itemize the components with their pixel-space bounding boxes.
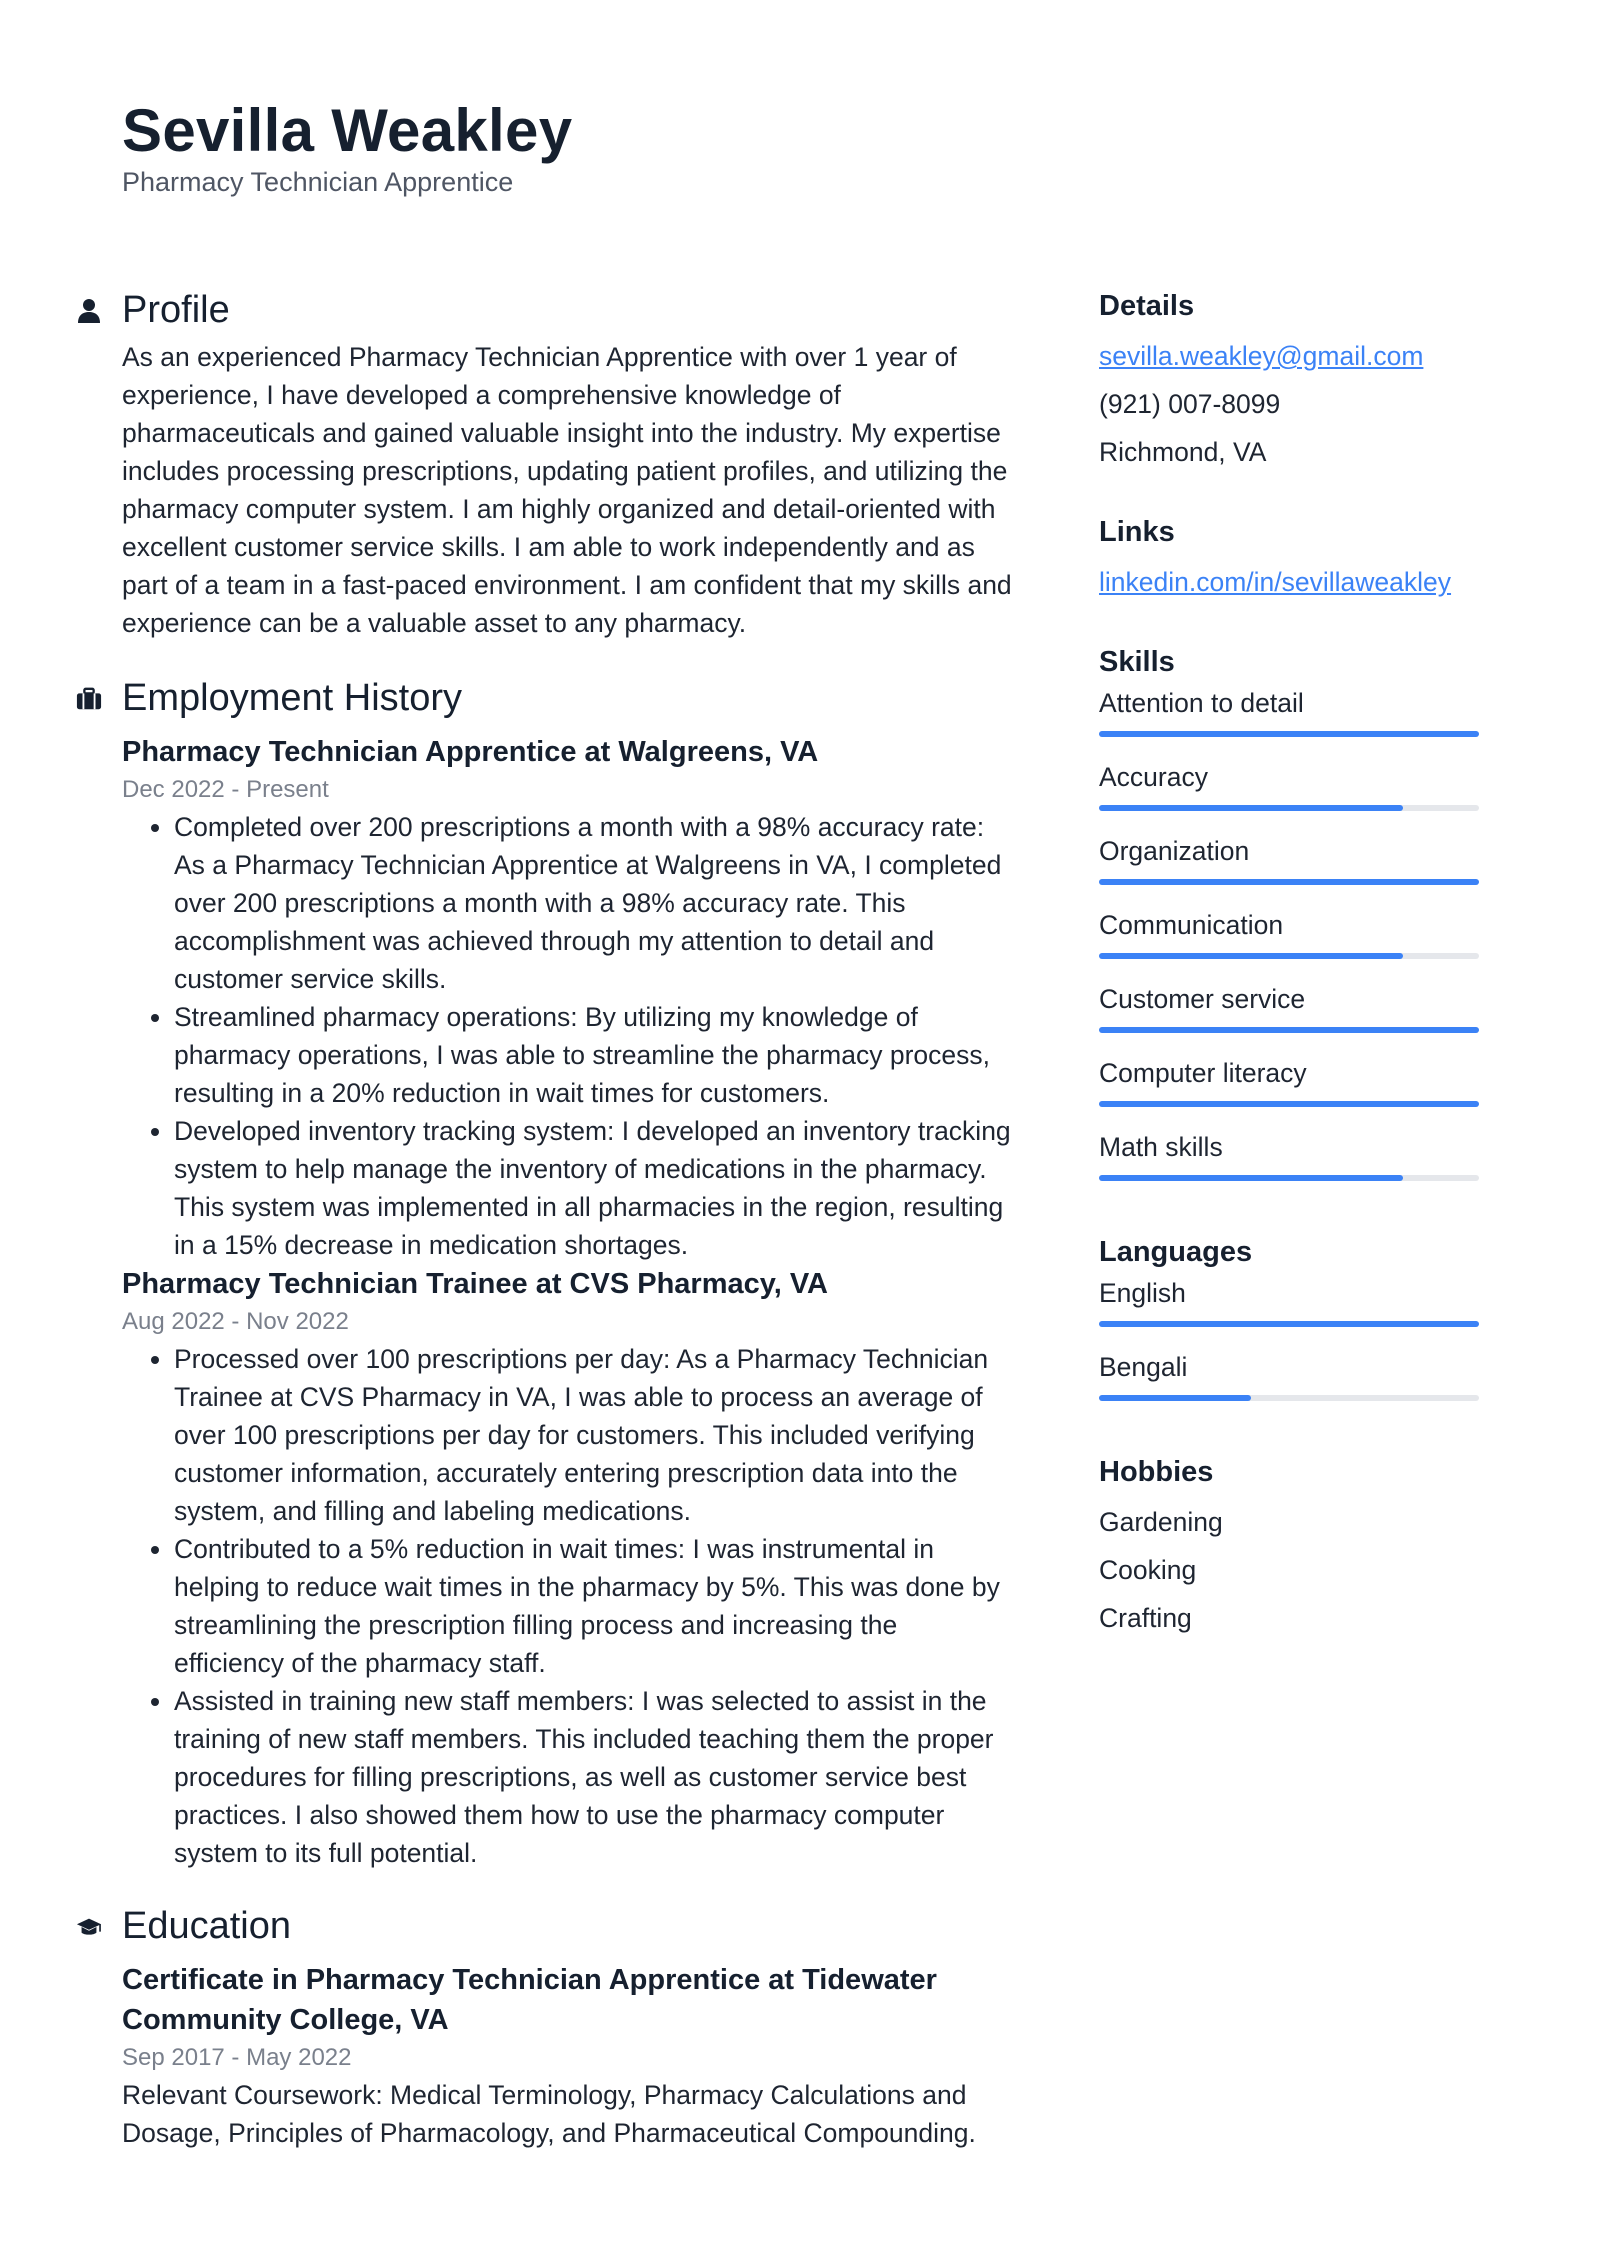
skill-level-fill bbox=[1099, 879, 1479, 885]
profile-text: As an experienced Pharmacy Technician Apprentice with over 1 year of experience, I have developed a comprehensive knowledge of pharmaceuticals and gained valuable insight into the industry. My expertise includes processing prescriptions, updating patient profiles, and utilizing the pharmacy computer system. I am highly organized and detail-oriented with excellent customer service skills. I am able to work independently and as part of a team in a fast-paced environment. I am confident that my skills and experience can be a valuable asset to any pharmacy. bbox=[122, 342, 1012, 638]
education-dates: Sep 2017 - May 2022 bbox=[122, 2044, 352, 2071]
job-bullets bbox=[122, 1340, 1012, 1872]
skill-level-bar bbox=[1099, 879, 1479, 885]
hobby-item: Cooking bbox=[1099, 1555, 1197, 1585]
location: Richmond, VA bbox=[1099, 437, 1267, 467]
skill-level-bar bbox=[1099, 1027, 1479, 1033]
skill-item bbox=[1099, 832, 1479, 906]
skill-level-fill bbox=[1099, 1027, 1479, 1033]
languages-heading: Languages bbox=[1099, 1236, 1253, 1268]
employment-heading: Employment History bbox=[122, 676, 462, 719]
skill-label: Accuracy bbox=[1099, 762, 1208, 792]
job-title: Pharmacy Technician Trainee at CVS Pharmacy, VA bbox=[122, 1268, 828, 1300]
skill-item bbox=[1099, 980, 1479, 1054]
language-level-fill bbox=[1099, 1321, 1479, 1327]
education-section bbox=[122, 1902, 1012, 2152]
education-entry bbox=[122, 1960, 1012, 2152]
job-bullet: • Completed over 200 prescriptions a month with a 98% accuracy rate: As a Pharmacy Technician Apprentice at Walgreens in VA, I completed over 200 prescriptions a month with a 98% accuracy rate. This accomplishment was achieved through my attention to detail and customer service skills. bbox=[174, 808, 1012, 998]
hobby-item: Gardening bbox=[1099, 1507, 1223, 1537]
education-heading: Education bbox=[122, 1904, 292, 1947]
skill-level-fill bbox=[1099, 1175, 1403, 1181]
language-level-fill bbox=[1099, 1395, 1251, 1401]
skills-list bbox=[1099, 684, 1479, 1202]
skill-label: Communication bbox=[1099, 910, 1284, 940]
skill-label: Attention to detail bbox=[1099, 688, 1304, 718]
job-title: Pharmacy Technician Apprentice at Walgreens, VA bbox=[122, 736, 819, 768]
phone-number: (921) 007-8099 bbox=[1099, 389, 1281, 419]
job-bullet: • Developed inventory tracking system: I developed an inventory tracking system to help manage the inventory of medications in the pharmacy. This system was implemented in all pharmacies in the region, resulting in a 15% decrease in medication shortages. bbox=[174, 1112, 1012, 1264]
email-link[interactable] bbox=[1099, 332, 1479, 380]
employment-section bbox=[122, 674, 1012, 1872]
resume-header bbox=[122, 96, 572, 198]
skill-level-fill bbox=[1099, 1101, 1479, 1107]
hobby-item: Crafting bbox=[1099, 1603, 1192, 1633]
job-dates: Dec 2022 - Present bbox=[122, 776, 329, 803]
languages-section bbox=[1099, 1232, 1479, 1422]
skills-section bbox=[1099, 642, 1479, 1202]
hobbies-section bbox=[1099, 1452, 1479, 1642]
skill-level-fill bbox=[1099, 805, 1403, 811]
skill-level-fill bbox=[1099, 953, 1403, 959]
profile-heading: Profile bbox=[122, 288, 230, 331]
job-entry bbox=[122, 732, 1012, 1264]
details-heading: Details bbox=[1099, 290, 1195, 322]
skill-level-bar bbox=[1099, 1101, 1479, 1107]
education-text: Relevant Coursework: Medical Terminology, Pharmacy Calculations and Dosage, Principles of Pharmacology, and Pharmaceutical Compounding. bbox=[122, 2080, 976, 2148]
skill-level-bar bbox=[1099, 731, 1479, 737]
linkedin-link-text[interactable]: linkedin.com/in/sevillaweakley bbox=[1099, 567, 1452, 597]
sidebar-column bbox=[1099, 286, 1479, 1642]
links-heading: Links bbox=[1099, 516, 1175, 548]
skill-item bbox=[1099, 1128, 1479, 1202]
person-icon bbox=[76, 298, 102, 324]
job-dates: Aug 2022 - Nov 2022 bbox=[122, 1308, 349, 1335]
graduation-cap-icon bbox=[76, 1914, 102, 1940]
briefcase-icon bbox=[76, 686, 102, 712]
skill-level-fill bbox=[1099, 731, 1479, 737]
skill-label: Computer literacy bbox=[1099, 1058, 1307, 1088]
job-entry bbox=[122, 1264, 1012, 1872]
job-bullet: • Streamlined pharmacy operations: By utilizing my knowledge of pharmacy operations, I was able to streamline the pharmacy process, resulting in a 20% reduction in wait times for customers. bbox=[174, 998, 1012, 1112]
details-section bbox=[1099, 286, 1479, 476]
language-item bbox=[1099, 1348, 1479, 1422]
job-bullet: • Assisted in training new staff members: I was selected to assist in the training of new staff members. This included teaching them the proper procedures for filling prescriptions, as well as customer service best practices. I also showed them how to use the pharmacy computer system to its full potential. bbox=[174, 1682, 1012, 1872]
language-level-bar bbox=[1099, 1321, 1479, 1327]
email-link-text[interactable]: sevilla.weakley@gmail.com bbox=[1099, 341, 1424, 371]
language-label: English bbox=[1099, 1278, 1186, 1308]
skill-level-bar bbox=[1099, 1175, 1479, 1181]
skill-label: Math skills bbox=[1099, 1132, 1223, 1162]
skill-item bbox=[1099, 684, 1479, 758]
hobbies-heading: Hobbies bbox=[1099, 1456, 1214, 1488]
skill-label: Organization bbox=[1099, 836, 1250, 866]
job-bullet: • Processed over 100 prescriptions per day: As a Pharmacy Technician Trainee at CVS Pharmacy in VA, I was able to process an average of over 100 prescriptions per day for customers. This included verifying customer information, accurately entering prescription data into the system, and filling and labeling medications. bbox=[174, 1340, 1012, 1530]
job-bullet: • Contributed to a 5% reduction in wait times: I was instrumental in helping to reduce wait times in the pharmacy by 5%. This was done by streamlining the prescription filling process and increasing the efficiency of the pharmacy staff. bbox=[174, 1530, 1012, 1682]
linkedin-link[interactable] bbox=[1099, 558, 1479, 606]
language-label: Bengali bbox=[1099, 1352, 1188, 1382]
skill-label: Customer service bbox=[1099, 984, 1306, 1014]
language-level-bar bbox=[1099, 1395, 1479, 1401]
skills-heading: Skills bbox=[1099, 646, 1175, 678]
main-column bbox=[122, 286, 1012, 2152]
skill-item bbox=[1099, 1054, 1479, 1128]
skill-item bbox=[1099, 758, 1479, 832]
skill-level-bar bbox=[1099, 953, 1479, 959]
candidate-name: Sevilla Weakley bbox=[122, 97, 573, 164]
skill-item bbox=[1099, 906, 1479, 980]
profile-section bbox=[122, 286, 1012, 642]
links-section bbox=[1099, 512, 1479, 606]
job-bullets bbox=[122, 808, 1012, 1264]
languages-list bbox=[1099, 1274, 1479, 1422]
candidate-title: Pharmacy Technician Apprentice bbox=[122, 167, 514, 197]
education-title: Certificate in Pharmacy Technician Apprentice at Tidewater Community College, VA bbox=[122, 1964, 937, 2036]
language-item bbox=[1099, 1274, 1479, 1348]
skill-level-bar bbox=[1099, 805, 1479, 811]
